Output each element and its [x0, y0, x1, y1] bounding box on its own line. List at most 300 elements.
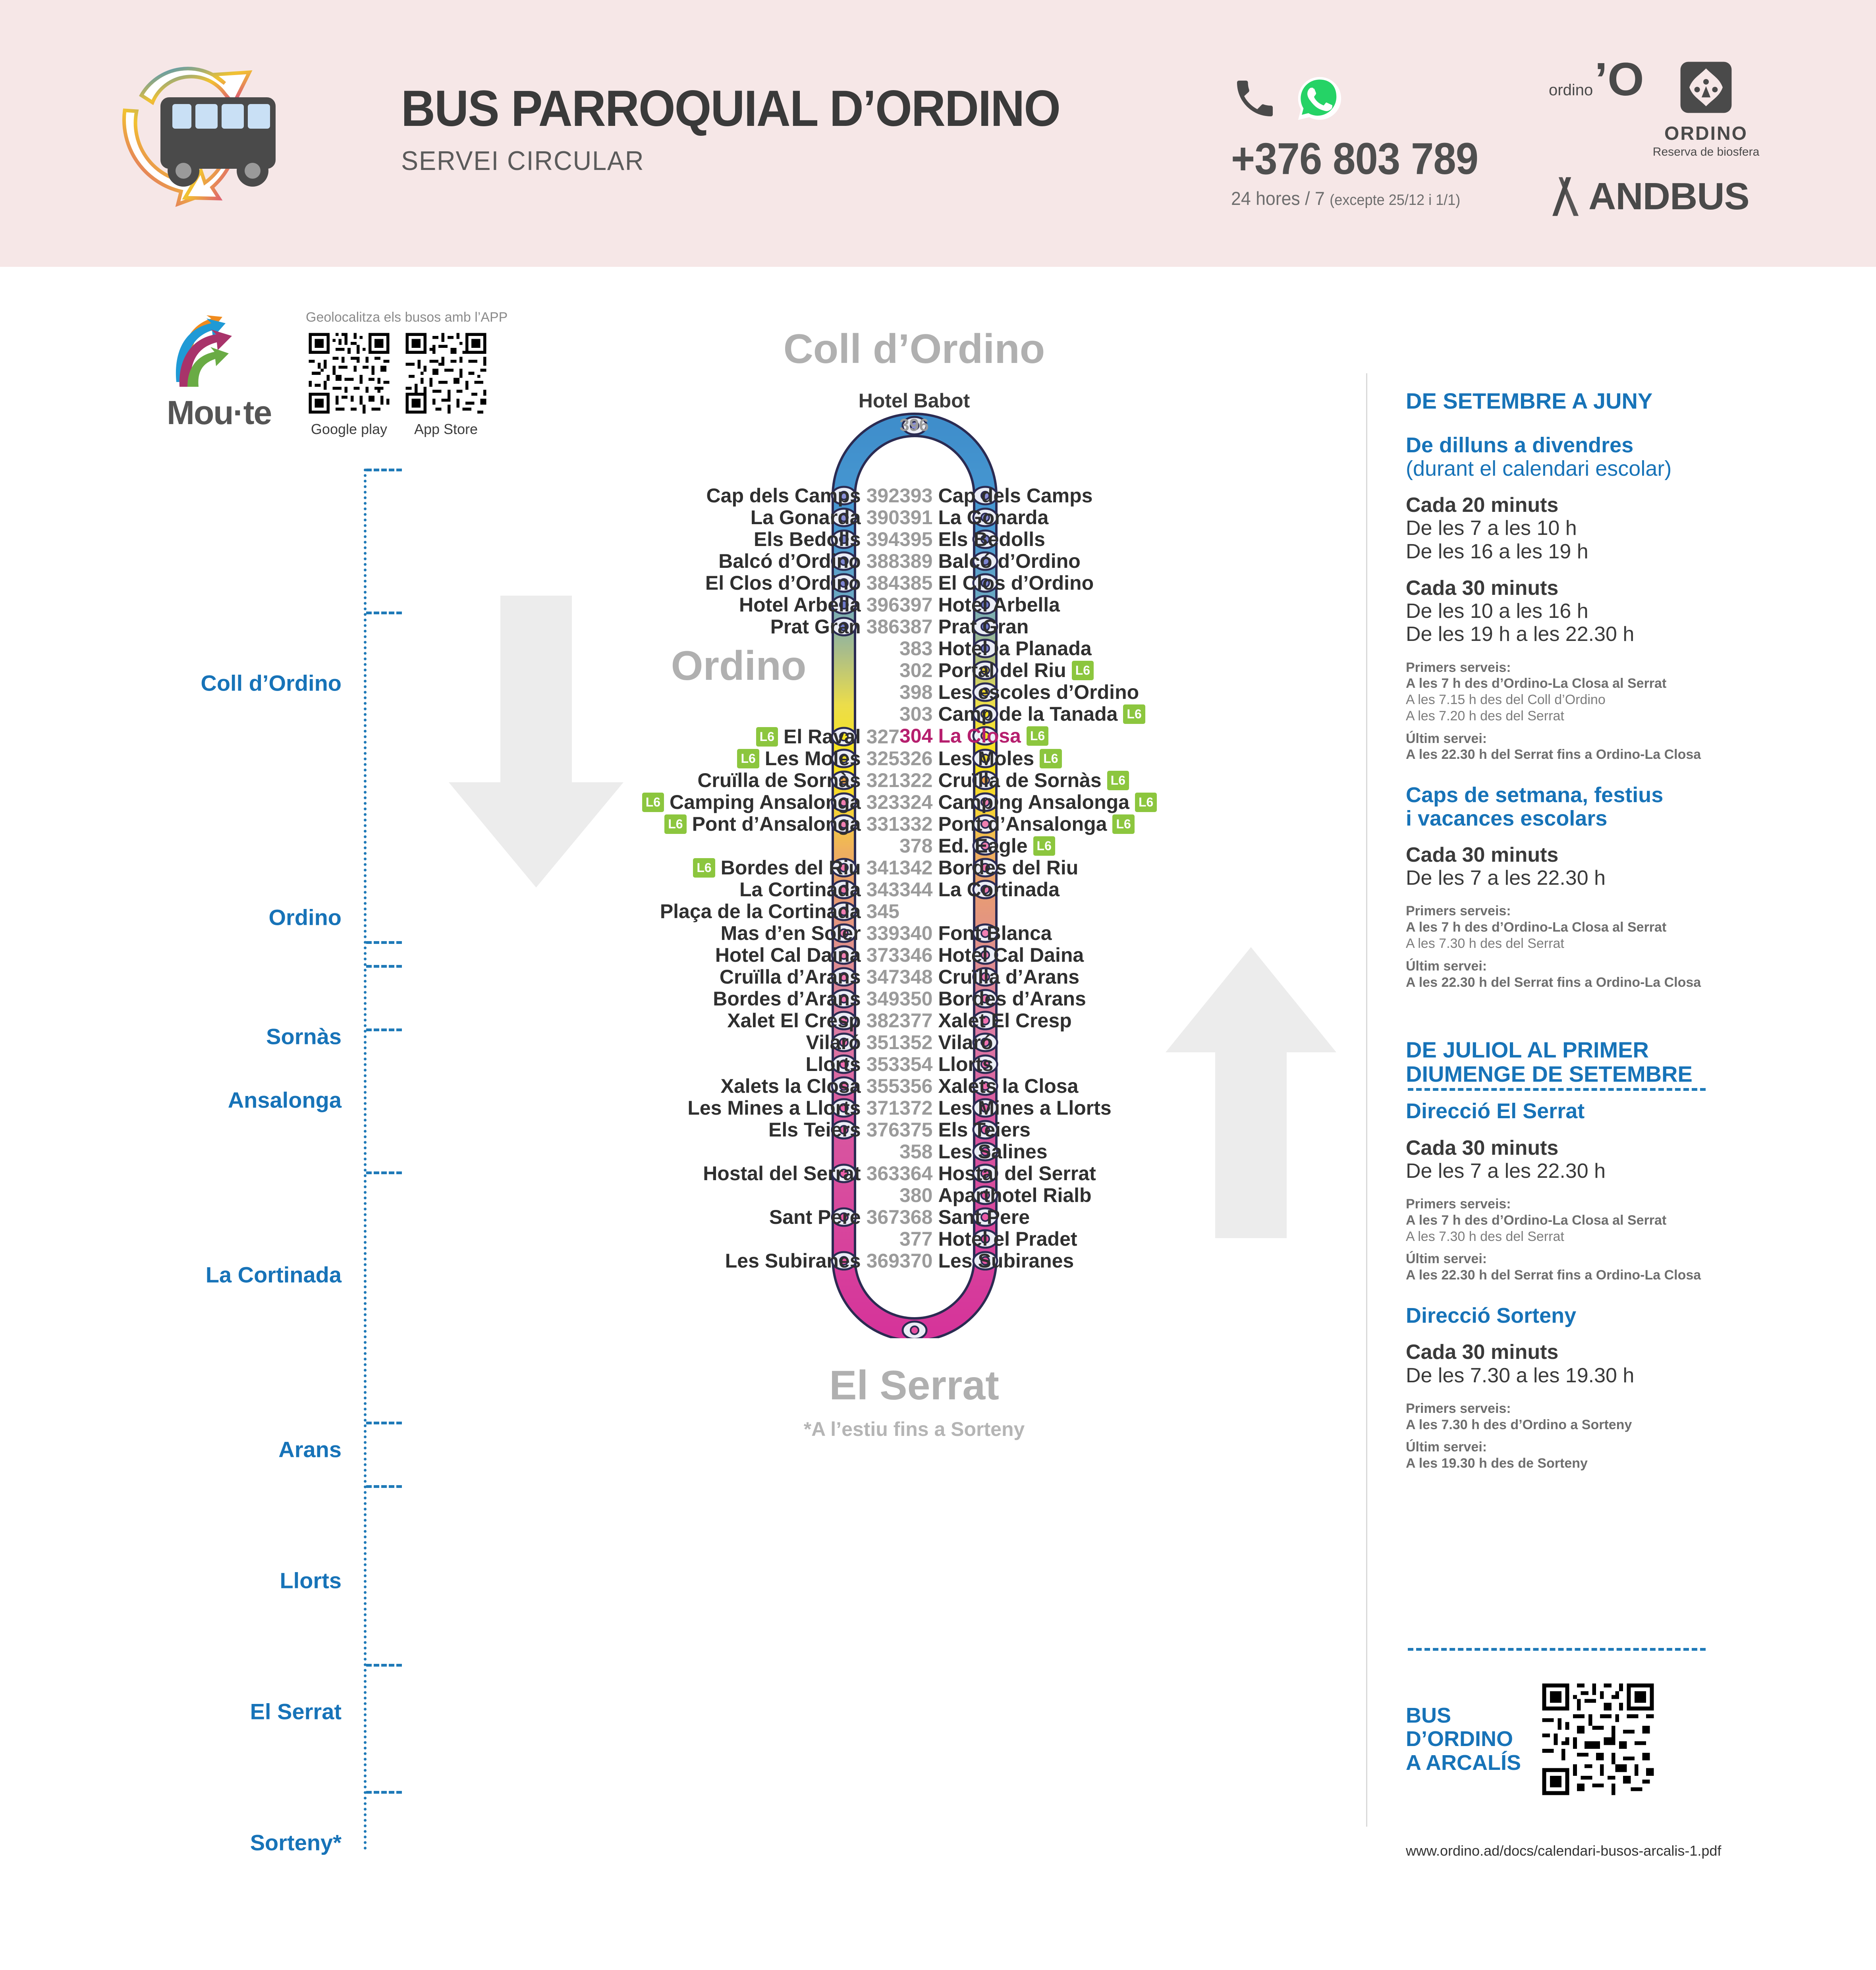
stop-name: Camping Ansalonga [938, 791, 1129, 813]
terminus-top-code: 396 [899, 415, 929, 435]
summer-serrat-last-label: Últim servei: [1406, 1251, 1487, 1267]
zone-tick [366, 1791, 402, 1794]
zone-label-sorn-s: Sornàs [266, 1024, 342, 1049]
stop-row[interactable] [806, 1053, 899, 1076]
stop-row[interactable] [899, 1184, 1092, 1207]
stop-code: 327 [866, 725, 899, 748]
summer-sorteny-freq-line1: De les 7.30 a les 19.30 h [1406, 1364, 1635, 1387]
weekday-freq2-title: Cada 30 minuts [1406, 576, 1559, 600]
moute-logo [167, 314, 286, 432]
summer-sorteny-first-line1: A les 7.30 h des d’Ordino a Sorteny [1406, 1417, 1632, 1432]
zone-label-coll-d-ordino: Coll d’Ordino [201, 670, 342, 696]
stop-row[interactable] [899, 944, 1084, 967]
stop-name: La Gonarda [938, 506, 1049, 529]
summer-serrat-first-label: Primers serveis: [1406, 1196, 1511, 1212]
line-l6-badge: L6 [1112, 814, 1134, 834]
summer-serrat-last-line1: A les 22.30 h del Serrat fins a Ordino-La Closa [1406, 1268, 1701, 1283]
season2-title-l2: DIUMENGE DE SETEMBRE [1406, 1061, 1693, 1086]
stop-code: 326 [899, 747, 933, 770]
season1-title: DE SETEMBRE A JUNY [1406, 388, 1653, 413]
zone-tick [366, 469, 402, 471]
zone-axis-column [79, 469, 373, 1874]
stop-code: 323 [866, 791, 899, 813]
stop-row[interactable] [899, 812, 1135, 835]
stop-name: Hotel Arbella [938, 594, 1060, 616]
stop-row[interactable] [899, 593, 1060, 616]
stop-row[interactable] [725, 1249, 899, 1272]
stop-code: 373 [866, 944, 899, 966]
weekday-freq2-line2: De les 19 h a les 22.30 h [1406, 623, 1635, 646]
weekend-first-line1: A les 7 h des d’Ordino-La Closa al Serrat [1406, 920, 1667, 935]
stop-row[interactable] [642, 791, 899, 814]
zone-tick [366, 1664, 402, 1667]
stop-code: 350 [899, 988, 933, 1010]
stop-name: Les Mines a Llorts [938, 1097, 1112, 1119]
stop-code: 385 [899, 572, 933, 594]
stop-row[interactable] [899, 528, 1045, 551]
stop-code: 375 [899, 1119, 933, 1141]
stop-row[interactable] [768, 1118, 899, 1141]
route-diagram [596, 326, 1382, 1886]
stop-row[interactable] [899, 1227, 1077, 1250]
stop-code: 396 [866, 594, 899, 616]
stop-name: Vilaró [938, 1031, 993, 1053]
zone-tick [366, 941, 402, 944]
contact-block [1231, 69, 1500, 209]
stop-row[interactable] [899, 965, 1079, 988]
arcalis-line3: A ARCALÍS [1406, 1750, 1521, 1775]
stop-code: 346 [899, 944, 933, 966]
stop-row[interactable] [899, 1096, 1112, 1119]
brand-logos [1549, 53, 1771, 218]
stop-name: Prat Gran [770, 616, 861, 638]
arcalis-line1: BUS [1406, 1703, 1451, 1727]
stop-name: Les Mines a Llorts [687, 1097, 861, 1119]
line-l6-badge: L6 [693, 858, 715, 878]
biosphere-tagline: Reserva de biosfera [1652, 145, 1760, 158]
stop-name: El Raval [784, 725, 861, 748]
weekday-heading: De dilluns a divendres [1406, 433, 1634, 457]
stop-row[interactable] [899, 878, 1060, 901]
zone-label-llorts: Llorts [280, 1568, 342, 1593]
weekday-freq1-line1: De les 7 a les 10 h [1406, 517, 1577, 540]
stop-row[interactable] [660, 900, 899, 923]
stop-name: La Cortinada [739, 878, 861, 901]
stop-row[interactable] [739, 878, 899, 901]
arcalis-url[interactable]: www.ordino.ad/docs/calendari-busos-arcalis-1.pdf [1406, 1843, 1722, 1859]
zone-label-sorteny: Sorteny* [250, 1830, 342, 1855]
stop-row[interactable] [899, 1249, 1074, 1272]
stop-row[interactable] [899, 484, 1092, 507]
weekday-first-line2: A les 7.15 h des del Coll d’Ordino [1406, 692, 1606, 708]
stop-name: Llorts [938, 1053, 994, 1075]
stop-row[interactable] [899, 922, 1052, 945]
andbus-logo [1549, 175, 1771, 218]
summer-sorteny-first-label: Primers serveis: [1406, 1401, 1511, 1416]
stop-name: Bordes del Riu [938, 857, 1079, 879]
arcalis-block[interactable] [1406, 1680, 1658, 1799]
stop-name: Ed. Eagle [938, 835, 1028, 857]
stop-code: 372 [899, 1097, 933, 1119]
stop-row[interactable] [899, 550, 1081, 573]
stop-row[interactable] [706, 484, 899, 507]
zone-label-el-serrat: El Serrat [250, 1699, 342, 1724]
stop-code: 355 [866, 1075, 899, 1097]
weekend-freq-title: Cada 30 minuts [1406, 843, 1559, 866]
stop-code: 353 [866, 1053, 899, 1075]
stop-row[interactable] [899, 1031, 993, 1054]
weekend-last-line1: A les 22.30 h del Serrat fins a Ordino-La Closa [1406, 974, 1701, 990]
arcalis-line2: D’ORDINO [1406, 1727, 1513, 1751]
panel-divider-1 [1408, 1088, 1706, 1091]
line-l6-badge: L6 [1135, 793, 1157, 812]
stop-row[interactable] [739, 593, 899, 616]
zone-tick [366, 1485, 402, 1488]
stop-row[interactable] [899, 702, 1145, 725]
stop-code: 356 [899, 1075, 933, 1097]
stop-code: 349 [866, 988, 899, 1010]
summer-sorteny-freq-title: Cada 30 minuts [1406, 1341, 1559, 1364]
stop-code: 303 [899, 703, 933, 725]
line-l6-badge: L6 [1027, 726, 1048, 746]
stop-code: 351 [866, 1031, 899, 1053]
line-l6-badge: L6 [664, 814, 686, 834]
stop-code: 382 [866, 1009, 899, 1032]
panel-divider-vertical [1366, 373, 1367, 1827]
arcalis-label [1406, 1704, 1521, 1775]
line-l6-badge: L6 [642, 793, 664, 812]
stop-code: 347 [866, 966, 899, 988]
season2-title-l1: DE JULIOL AL PRIMER [1406, 1037, 1649, 1063]
page-subtitle: SERVEI CIRCULAR [401, 146, 645, 176]
stop-code: 388 [866, 550, 899, 572]
stop-row[interactable] [770, 615, 899, 638]
stop-row[interactable] [899, 769, 1129, 792]
region-title-coll: Coll d’Ordino [783, 326, 1045, 372]
line-l6-badge: L6 [737, 749, 759, 768]
stop-name: Els Teiers [768, 1119, 861, 1141]
weekday-last-label: Últim servei: [1406, 731, 1487, 746]
stop-code: 377 [899, 1009, 933, 1032]
whatsapp-icon [1294, 73, 1345, 126]
qr-code-icon [403, 330, 489, 417]
summer-serrat-heading: Direcció El Serrat [1406, 1099, 1585, 1123]
stop-code: 321 [866, 769, 899, 791]
stop-name: La Gonarda [750, 506, 861, 529]
stop-row[interactable] [721, 1075, 899, 1098]
stop-name: Cruïlla d’Arans [719, 966, 861, 988]
stop-code: 322 [899, 769, 933, 791]
stop-row[interactable] [899, 1053, 993, 1076]
stop-code: 377 [899, 1228, 933, 1250]
stop-name: Portal del Riu [938, 659, 1066, 681]
stop-name: Els Teiers [938, 1119, 1031, 1141]
stop-name: Xalets la Closa [720, 1075, 861, 1097]
stop-name: Xalet El Cresp [938, 1009, 1072, 1032]
stop-row[interactable] [754, 528, 899, 551]
stop-row[interactable] [718, 550, 899, 573]
weekend-last-label: Últim servei: [1406, 958, 1487, 974]
zone-tick [366, 612, 402, 614]
zone-label-ansalonga: Ansalonga [228, 1087, 342, 1113]
stop-row[interactable] [899, 1118, 1031, 1141]
stop-name: Aparthotel Rialb [938, 1184, 1092, 1206]
app-store-qr-item[interactable] [403, 330, 489, 438]
stop-code: 390 [866, 506, 899, 529]
stop-row[interactable] [703, 1162, 899, 1185]
stop-code: 354 [899, 1053, 933, 1075]
app-caption: Geolocalitza els busos amb l’APP [306, 310, 508, 325]
stop-name: El Clos d’Ordino [938, 572, 1094, 594]
schedule-panel [1406, 389, 1787, 1472]
stop-row[interactable] [705, 571, 899, 594]
hours-exception: (excepte 25/12 i 1/1) [1330, 192, 1461, 208]
stop-name: Plaça de la Cortinada [660, 900, 861, 922]
stop-name: Els Bedolls [754, 528, 861, 550]
stop-row[interactable] [697, 769, 899, 792]
stop-code: 339 [866, 922, 899, 944]
stop-code: 387 [899, 616, 933, 638]
weekday-last-line1: A les 22.30 h del Serrat fins a Ordino-La Closa [1406, 747, 1701, 762]
ordino-wordmark-text: ordino [1549, 81, 1593, 99]
weekend-freq-line1: De les 7 a les 22.30 h [1406, 866, 1606, 890]
stop-name: Les Subiranes [938, 1250, 1074, 1272]
stop-name: Cap dels Camps [938, 484, 1093, 507]
stop-name: Les Salines [938, 1140, 1048, 1163]
app-store-label: App Store [414, 421, 478, 437]
stop-row[interactable] [899, 659, 1094, 682]
stop-code: 342 [899, 857, 933, 879]
google-play-qr-item[interactable] [306, 330, 392, 438]
stop-code: 383 [899, 637, 933, 660]
stop-row[interactable] [899, 834, 1055, 857]
line-l6-badge: L6 [1107, 771, 1129, 790]
stop-name: Camp de la Tanada [938, 703, 1118, 725]
stop-code: 389 [899, 550, 933, 572]
terminus-top-name: Hotel Babot [858, 390, 970, 412]
biosphere-mark-icon [1678, 60, 1734, 115]
stop-name: Xalets la Closa [938, 1075, 1079, 1097]
stop-code: 352 [899, 1031, 933, 1053]
stop-name: Les escoles d’Ordino [938, 681, 1139, 703]
ordino-logo [1549, 53, 1644, 106]
stop-name: Font Blanca [938, 922, 1052, 944]
andbus-a-icon [1549, 175, 1588, 218]
stop-code: 332 [899, 813, 933, 835]
stop-row[interactable] [756, 725, 899, 748]
stop-name: Bordes d’Arans [713, 988, 861, 1010]
stop-code: 386 [866, 616, 899, 638]
weekend-heading-l2: i vacances escolars [1406, 806, 1608, 830]
stop-code: 370 [899, 1250, 933, 1272]
weekday-freq1-title: Cada 20 minuts [1406, 494, 1559, 517]
stop-name: La Cortinada [938, 878, 1060, 901]
stop-code: 341 [866, 857, 899, 879]
stop-code: 380 [899, 1184, 933, 1206]
stop-code: 391 [899, 506, 933, 529]
qr-code-icon [306, 330, 392, 417]
region-title-serrat: El Serrat [829, 1362, 999, 1409]
stop-row[interactable] [664, 812, 899, 835]
weekday-freq1-line2: De les 16 a les 19 h [1406, 540, 1588, 563]
hours-value: 24 hores / 7 [1231, 188, 1325, 209]
stop-code: 343 [866, 878, 899, 901]
ordino-o-glyph: ’O [1594, 53, 1644, 106]
stop-name: Les Subiranes [725, 1250, 861, 1272]
moute-wordmark: Mou·te [167, 394, 272, 431]
stop-code: 358 [899, 1140, 933, 1163]
stop-name: Hotel el Pradet [938, 1228, 1077, 1250]
stop-code: 302 [899, 659, 933, 681]
stop-row[interactable] [727, 1009, 899, 1032]
weekend-first-line2: A les 7.30 h des del Serrat [1406, 936, 1564, 951]
stop-code: 325 [866, 747, 899, 770]
line-l6-badge: L6 [1072, 661, 1094, 680]
arcalis-qr-code-icon [1538, 1680, 1658, 1799]
stop-code: 348 [899, 966, 933, 988]
stop-row[interactable] [899, 987, 1086, 1010]
biosphere-logo [1653, 60, 1759, 159]
stop-row[interactable] [720, 965, 899, 988]
summer-sorteny-last-line1: A les 19.30 h des de Sorteny [1406, 1456, 1588, 1471]
zone-tick [366, 1422, 402, 1424]
stop-name: Bordes d’Arans [938, 988, 1086, 1010]
weekday-freq2-line1: De les 10 a les 16 h [1406, 600, 1588, 623]
stop-row[interactable] [693, 856, 899, 879]
weekday-first-line1: A les 7 h des d’Ordino-La Closa al Serrat [1406, 676, 1667, 691]
stop-row[interactable] [899, 1075, 1078, 1098]
stop-row[interactable] [899, 1206, 1030, 1229]
stop-code: 393 [899, 484, 933, 507]
stop-name: Hotel Cal Daina [715, 944, 861, 966]
stop-name: Les Moles [938, 747, 1035, 770]
stop-name: Hotel Cal Daina [938, 944, 1084, 966]
stop-code: 371 [866, 1097, 899, 1119]
stop-code: 364 [899, 1162, 933, 1185]
stop-row[interactable] [899, 571, 1094, 594]
stop-name: El Clos d’Ordino [705, 572, 861, 594]
stop-code: 394 [866, 528, 899, 550]
stop-code: 331 [866, 813, 899, 835]
stop-name: Les Moles [764, 747, 861, 770]
page-title: BUS PARROQUIAL D’ORDINO [401, 80, 1060, 137]
stop-name: Llorts [805, 1053, 861, 1075]
weekend-first-label: Primers serveis: [1406, 903, 1511, 919]
stop-name: La Closa [938, 725, 1021, 747]
weekend-heading-l1: Caps de setmana, festius [1406, 783, 1664, 807]
zone-tick [366, 1028, 402, 1031]
weekday-heading-sub: (durant el calendari escolar) [1406, 456, 1672, 480]
stop-row[interactable] [899, 615, 1029, 638]
bus-circular-logo [94, 44, 300, 210]
stop-name: Pont d’Ansalonga [938, 813, 1107, 835]
stop-code: 384 [866, 572, 899, 594]
stop-name: Prat Gran [938, 616, 1029, 638]
stop-row[interactable] [899, 506, 1048, 529]
phone-number[interactable]: +376 803 789 [1231, 134, 1478, 183]
zone-tick [366, 1171, 402, 1174]
stop-name: Sant Pere [938, 1206, 1030, 1228]
stop-code: 397 [899, 594, 933, 616]
stop-row[interactable] [899, 791, 1157, 814]
stop-name: Hostal del Serrat [703, 1162, 861, 1185]
stop-row[interactable] [713, 987, 899, 1010]
stop-row[interactable] [715, 944, 899, 967]
stop-code: 344 [899, 878, 933, 901]
zone-label-la-cortinada: La Cortinada [205, 1262, 342, 1287]
stop-name: Cruïlla de Sornàs [697, 769, 861, 791]
stop-name: Cruïlla de Sornàs [938, 769, 1102, 791]
stop-name: Bordes del Riu [720, 857, 861, 879]
title-block [401, 80, 1110, 176]
summer-sorteny-heading: Direcció Sorteny [1406, 1304, 1577, 1328]
stop-code: 345 [866, 900, 899, 922]
stop-row[interactable] [721, 922, 899, 945]
stop-dot-icon [903, 1322, 926, 1338]
stop-name: Mas d’en Soler [720, 922, 861, 944]
stop-code: 340 [899, 922, 933, 944]
stop-row[interactable] [899, 747, 1062, 770]
zone-label-ordino: Ordino [268, 905, 342, 930]
stop-code: 369 [866, 1250, 899, 1272]
stop-name: Vilaró [806, 1031, 861, 1053]
summer-sorteny-last-label: Últim servei: [1406, 1439, 1487, 1455]
stop-row[interactable] [899, 1009, 1072, 1032]
stop-code: 368 [899, 1206, 933, 1228]
stop-row[interactable] [687, 1096, 899, 1119]
stop-row[interactable] [899, 681, 1139, 704]
stop-row[interactable] [751, 506, 899, 529]
stop-row[interactable] [899, 856, 1078, 879]
stop-row[interactable] [769, 1206, 899, 1229]
app-download-block [306, 310, 508, 438]
stop-code: 304 [899, 725, 933, 747]
stop-code: 363 [866, 1162, 899, 1185]
line-l6-badge: L6 [756, 727, 778, 747]
andbus-wordmark: ANDBUS [1588, 175, 1749, 218]
stop-code: 395 [899, 528, 933, 550]
stop-name: Pont d’Ansalonga [692, 813, 861, 835]
stop-code: 376 [866, 1119, 899, 1141]
stop-row[interactable] [899, 724, 1048, 747]
stop-name: Hostal del Serrat [938, 1162, 1096, 1185]
stop-code: 367 [866, 1206, 899, 1228]
weekday-first-label: Primers serveis: [1406, 660, 1511, 675]
zone-tick [366, 965, 402, 968]
stop-row[interactable] [899, 1162, 1096, 1185]
region-title-ordino: Ordino [671, 643, 807, 689]
moute-arrows-icon [167, 314, 254, 389]
stop-row[interactable] [899, 637, 1092, 660]
stop-code: 324 [899, 791, 933, 813]
stop-row[interactable] [806, 1031, 899, 1054]
stop-row[interactable] [899, 1140, 1048, 1163]
region-note-sorteny: *A l’estiu fins a Sorteny [803, 1418, 1025, 1440]
stop-name: Camping Ansalonga [670, 791, 861, 813]
zone-axis-line [364, 469, 367, 1850]
stop-row[interactable] [737, 747, 899, 770]
stop-name: Sant Pere [769, 1206, 861, 1228]
stop-code: 398 [899, 681, 933, 703]
stop-code: 392 [866, 484, 899, 507]
stop-name: Cruïlla d’Arans [938, 966, 1080, 988]
zone-label-arans: Arans [278, 1437, 342, 1462]
stop-code: 378 [899, 835, 933, 857]
service-hours [1231, 187, 1486, 209]
stop-name: Balcó d’Ordino [938, 550, 1081, 572]
line-l6-badge: L6 [1040, 749, 1062, 768]
line-l6-badge: L6 [1033, 836, 1055, 856]
